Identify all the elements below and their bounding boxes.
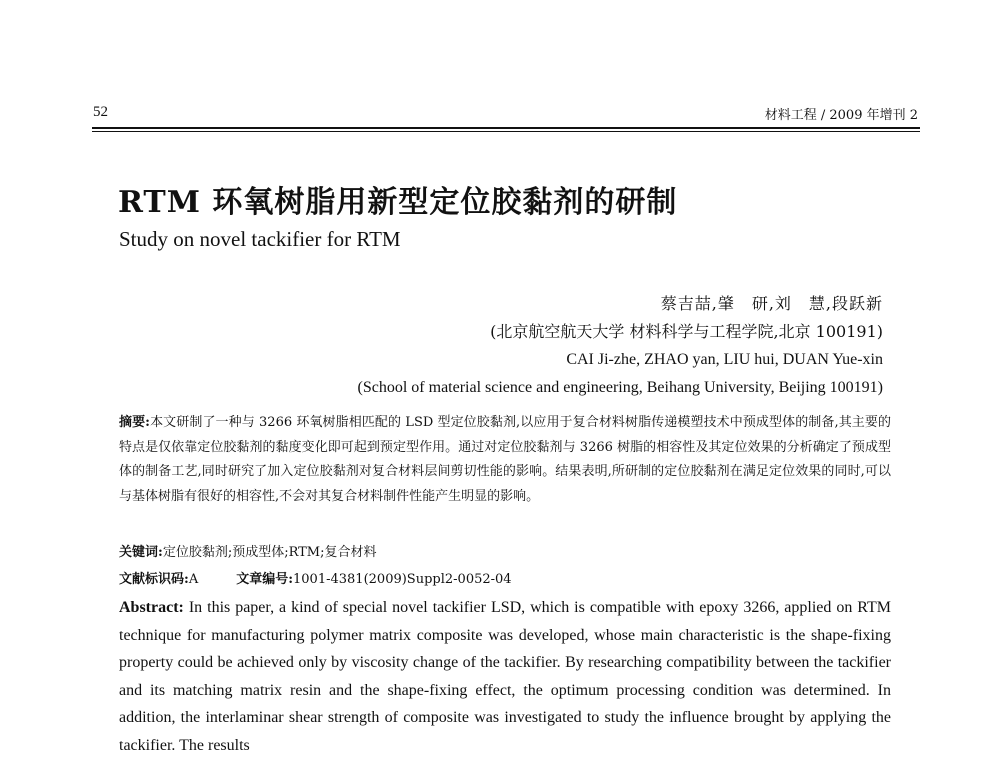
abstract-english-label: Abstract: bbox=[119, 599, 184, 616]
title-chinese: RTM 环氧树脂用新型定位胶黏剂的研制 bbox=[118, 185, 678, 220]
affiliation-chinese: (北京航空航天大学 材料科学与工程学院,北京 100191) bbox=[490, 322, 883, 341]
authors-chinese: 蔡吉喆,肇 研,刘 慧,段跃新 bbox=[660, 294, 883, 313]
article-number-label: 文章编号: bbox=[236, 572, 294, 587]
abstract-english bbox=[119, 594, 891, 759]
abstract-chinese-label: 摘要: bbox=[119, 415, 150, 430]
header-rule-thin bbox=[92, 131, 920, 132]
article-number-value: 1001-4381(2009)Suppl2-0052-04 bbox=[293, 572, 512, 587]
page-number: 52 bbox=[93, 104, 108, 120]
affiliation-english: (School of material science and engineering, Beihang University, Beijing 100191) bbox=[357, 379, 883, 396]
doc-code-label: 文献标识码: bbox=[119, 572, 189, 587]
keywords bbox=[119, 541, 891, 560]
author-block bbox=[358, 290, 883, 402]
classification-line bbox=[119, 568, 891, 587]
keywords-label: 关键词: bbox=[119, 545, 163, 560]
authors-english: CAI Ji-zhe, ZHAO yan, LIU hui, DUAN Yue-xin bbox=[566, 351, 883, 368]
doc-code-value: A bbox=[188, 572, 199, 587]
abstract-chinese-text: 本文研制了一种与 3266 环氧树脂相匹配的 LSD 型定位胶黏剂,以应用于复合材料树脂传递模塑技术中预成型体的制备,其主要的特点是仅依靠定位胶黏剂的黏度变化即可起到预定型作用。通过对定位胶黏剂与 3266 树脂的相容性及其定位效果的分析确定了预成型体的制备工艺,同时研究了加入定位胶黏剂对复合材料层间剪切性能的影响。结果表明,所研制的定位胶黏剂在满足定位效果的同时,可以与基体树脂有很好的相容性,不会对其复合材料制件性能产生明显的影响。 bbox=[119, 415, 891, 504]
header-rule-thick bbox=[92, 127, 920, 129]
journal-running-head: 材料工程 / 2009 年增刊 2 bbox=[764, 108, 918, 123]
abstract-english-text: In this paper, a kind of special novel tackifier LSD, which is compatible with epoxy 3266, applied on RTM technique for manufacturing polymer matrix composite was developed, whose main characteristic is the shape-fixing property could be achieved only by viscosity change of the tackifier. By researching compatibility between the tackifier and its matching matrix resin and the shape-fixing effect, the optimum processing condition was determined. In addition, the interlaminar shear strength of composite was investigated to study the influence brought by applying the tackifier. The results bbox=[119, 599, 892, 754]
title-english: Study on novel tackifier for RTM bbox=[119, 227, 401, 251]
keywords-text: 定位胶黏剂;预成型体;RTM;复合材料 bbox=[162, 545, 377, 560]
abstract-chinese bbox=[119, 411, 891, 509]
